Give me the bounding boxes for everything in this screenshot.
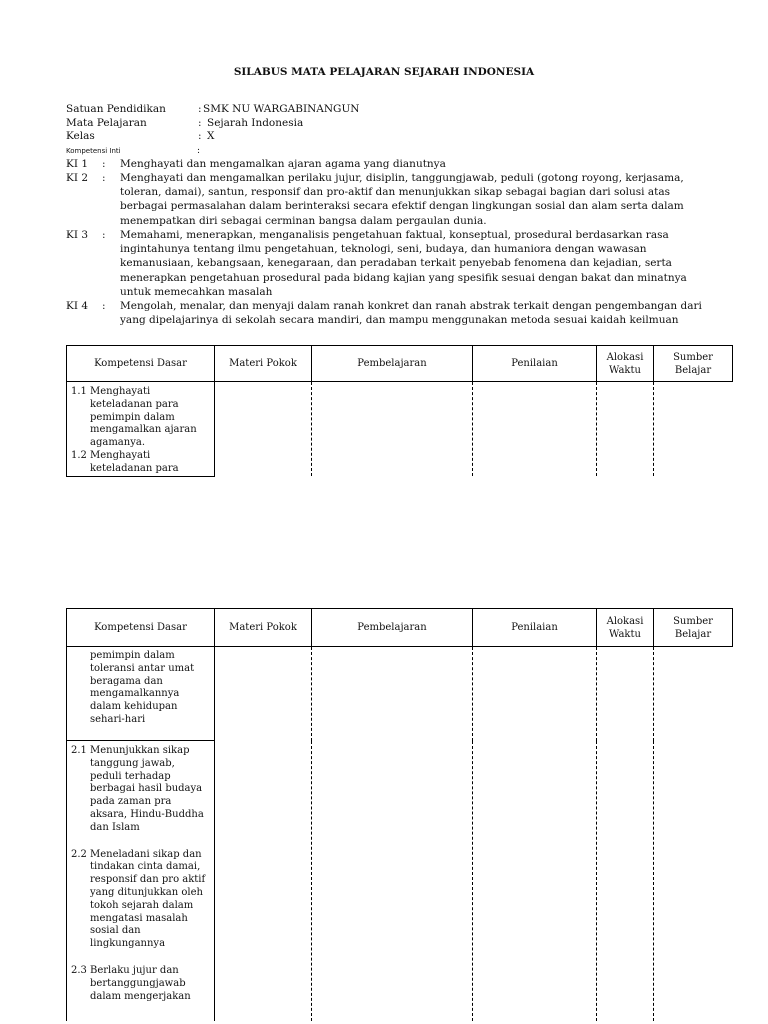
syllabus-table-2 [66, 608, 733, 1021]
kd-item-2-3 [71, 965, 208, 1003]
kd-text: Menghayati keteladanan para pemimpin dalam mengamalkan ajaran agamanya. [90, 386, 197, 449]
syllabus-table-1 [66, 345, 733, 477]
header-materi-pokok: Materi Pokok [215, 346, 312, 382]
info-value: SMK NU WARGABINANGUN [203, 103, 360, 115]
header-kompetensi-dasar: Kompetensi Dasar [67, 609, 215, 647]
kd-number: 2.1 [71, 745, 87, 756]
table-row [67, 382, 733, 477]
info-label: Mata Pelajaran [66, 117, 147, 129]
kd-item-2-2 [71, 849, 208, 951]
alokasi-cell [597, 741, 654, 1021]
kd-cell [67, 741, 215, 1021]
kd-number: 2.2 [71, 848, 87, 860]
header-alokasi-waktu: Alokasi Waktu [597, 346, 654, 382]
kd-text: Berlaku jujur dan bertanggungjawab dalam mengerjakan [90, 964, 191, 1002]
penilaian-cell [473, 647, 597, 741]
table-header-row [67, 346, 733, 382]
ki-text: Menghayati dan mengamalkan ajaran agama yang dianutnya [120, 158, 446, 170]
ki-text: Mengolah, menalar, dan menyaji dalam ranah konkret dan ranah abstrak terkait dengan pengembangan dari yang dipelajarinya di sekolah secara mandiri, dan mampu menggunakan metoda sesuai kaidah keilmuan [120, 300, 702, 327]
kd-text: Meneladani sikap dan tindakan cinta damai, responsif dan pro aktif yang ditunjukkan oleh tokoh sejarah dalam mengatasi masalah sosial dan lingkungannya [90, 848, 206, 950]
kd-text: Menunjukkan sikap tanggung jawab, peduli terhadap berbagai hasil budaya pada zaman pra aksara, Hindu-Buddha dan Islam [90, 745, 204, 833]
ki-code: KI 4 [66, 300, 89, 312]
materi-cell [215, 741, 312, 1021]
ki-text: Menghayati dan mengamalkan perilaku jujur, disiplin, tanggungjawab, peduli (gotong royong, kerjasama, toleran, damai), santun, responsif dan pro-aktif dan menunjukkan sikap sebagai bagian dari solusi atas berbagai permasalahan dalam berinteraksi secara efektif dengan lingkungan sosial dan alam serta dalam menempatkan diri sebagai cerminan bangsa dalam pergaulan dunia. [120, 172, 684, 227]
header-sumber-belajar: Sumber Belajar [654, 346, 733, 382]
header-alokasi-waktu: Alokasi Waktu [597, 609, 654, 647]
pembelajaran-cell [312, 647, 473, 741]
document-title: SILABUS MATA PELAJARAN SEJARAH INDONESIA [233, 66, 535, 78]
kd-item-1-2 [71, 450, 208, 476]
kd-1-2-continuation: pemimpin dalam toleransi antar umat beragama dan mengamalkannya dalam kehidupan sehari-hari [90, 650, 195, 725]
ki-code: KI 1 [66, 158, 89, 170]
sumber-cell [654, 741, 733, 1021]
ki-text: Memahami, menerapkan, menganalisis pengetahuan faktual, konseptual, prosedural berdasarkan rasa ingintahunya tentang ilmu pengetahuan, teknologi, seni, budaya, dan humaniora dengan wawasan kemanusiaan, kebangsaan, kenegaraan, dan peradaban terkait penyebab fenomena dan kejadian, serta menerapkan pengetahuan prosedural pada bidang kajian yang spesifik sesuai dengan bakat dan minatnya untuk memecahkan masalah [120, 229, 687, 298]
penilaian-cell [473, 741, 597, 1021]
info-separator: : [198, 130, 202, 142]
header-sumber-belajar: Sumber Belajar [654, 609, 733, 647]
header-kompetensi-dasar: Kompetensi Dasar [67, 346, 215, 382]
ki-code: KI 3 [66, 229, 89, 241]
alokasi-cell [597, 647, 654, 741]
kd-item-1-1 [71, 386, 208, 450]
info-label: Kelas [66, 130, 95, 142]
kd-text: Menghayati keteladanan para [90, 449, 179, 474]
header-pembelajaran: Pembelajaran [312, 346, 473, 382]
kd-cell [67, 382, 215, 477]
info-label: Satuan Pendidikan [66, 103, 166, 115]
table-header-row [67, 609, 733, 647]
ki-heading: Kompetensi Inti [66, 147, 121, 155]
header-penilaian: Penilaian [473, 346, 597, 382]
ki-separator: : [102, 300, 106, 312]
sumber-cell [654, 382, 733, 477]
header-penilaian: Penilaian [473, 609, 597, 647]
info-value: X [207, 130, 215, 142]
ki-separator: : [102, 172, 106, 184]
sumber-cell [654, 647, 733, 741]
table-row [67, 741, 733, 1021]
penilaian-cell [473, 382, 597, 477]
pembelajaran-cell [312, 741, 473, 1021]
ki-code: KI 2 [66, 172, 89, 184]
ki-separator: : [102, 229, 106, 241]
table-row [67, 647, 733, 741]
materi-cell [215, 647, 312, 741]
ki-separator: : [102, 158, 106, 170]
info-separator: : [198, 117, 202, 129]
kd-cell [67, 647, 215, 741]
materi-cell [215, 382, 312, 477]
info-value: Sejarah Indonesia [207, 117, 304, 129]
info-separator: : [198, 103, 202, 115]
header-pembelajaran: Pembelajaran [312, 609, 473, 647]
pembelajaran-cell [312, 382, 473, 477]
ki-heading-separator: : [197, 146, 201, 156]
kd-item-2-1 [71, 745, 208, 835]
kd-number: 1.1 [71, 386, 87, 397]
header-materi-pokok: Materi Pokok [215, 609, 312, 647]
kd-number: 2.3 [71, 964, 87, 976]
kd-number: 1.2 [71, 449, 87, 461]
alokasi-cell [597, 382, 654, 477]
